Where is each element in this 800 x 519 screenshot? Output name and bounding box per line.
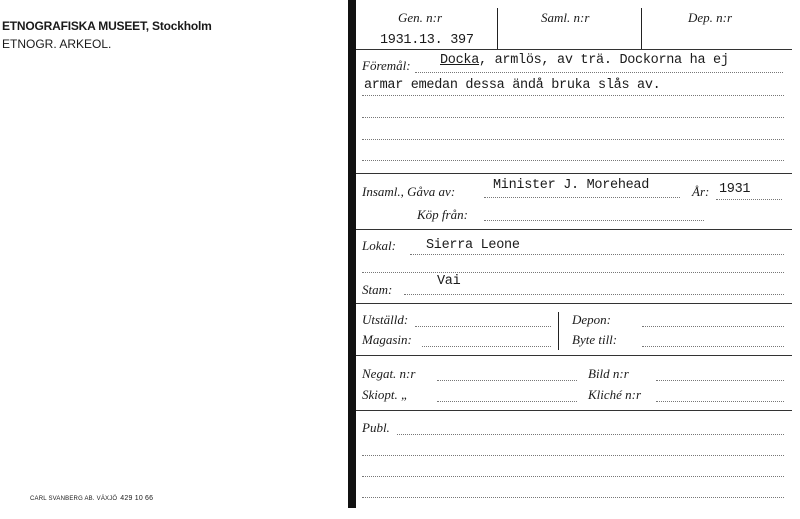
lokal-value: Sierra Leone [426,238,520,253]
gen-nr-label: Gen. n:r [398,10,443,25]
negat-nr-label: Negat. n:r [362,366,416,381]
insaml-label: Insaml., Gåva av: [362,184,456,199]
saml-nr-label: Saml. n:r [541,10,590,25]
publ-line-3 [362,476,784,477]
card-left-bar [348,0,356,508]
foremal-line-4 [362,139,784,140]
lokal-line-2 [362,272,784,273]
rule-header [356,49,792,50]
byte-till-line [642,346,784,347]
publ-line-1 [397,434,784,435]
museum-name: ETNOGRAFISKA MUSEET, Stockholm [2,19,212,33]
rule-negat [356,410,792,411]
foremal-line-5 [362,160,784,161]
divider-storage [558,312,559,350]
stam-label: Stam: [362,282,393,297]
printer-name: CARL SVANBERG AB. VÄXJÖ [30,496,118,502]
foremal-line-1 [415,72,783,73]
depon-line [642,326,784,327]
printer-imprint [30,495,153,502]
foremal-text-line1 [440,53,729,68]
foremal-line-3 [362,117,784,118]
publ-label: Publ. [362,420,390,435]
publ-line-4 [362,497,784,498]
rule-stam [356,303,792,304]
magasin-line [422,346,551,347]
foremal-line-2 [362,95,784,96]
byte-till-label: Byte till: [572,332,618,347]
magasin-label: Magasin: [362,332,412,347]
lokal-line [410,254,784,255]
printer-code: 429 10 66 [120,495,154,502]
depon-label: Depon: [572,312,611,327]
kliche-nr-line [656,401,784,402]
kop-fran-label: Köp från: [417,207,468,222]
foremal-text-line2: armar emedan dessa ändå bruka slås av. [364,78,661,93]
year-value: 1931 [719,182,751,197]
stam-line [404,294,784,295]
lokal-label: Lokal: [362,238,396,253]
foremal-description: , armlös, av trä. Dockorna ha ej [479,53,729,68]
bild-nr-line [656,380,784,381]
donor-value: Minister J. Morehead [493,178,650,193]
skiopt-line [437,401,577,402]
donor-line [484,197,680,198]
publ-line-2 [362,455,784,456]
rule-storage [356,355,792,356]
gen-nr-value: 1931.13. 397 [380,33,474,48]
dep-nr-label: Dep. n:r [688,10,733,25]
stam-value: Vai [437,274,461,289]
utstalld-line [415,326,551,327]
rule-insaml [356,229,792,230]
department-name: ETNOGR. ARKEOL. [2,37,112,51]
divider-gen-saml [497,8,498,49]
bild-nr-label: Bild n:r [588,366,629,381]
year-line [716,199,782,200]
negat-nr-line [437,380,577,381]
divider-saml-dep [641,8,642,49]
ar-label: År: [692,184,710,199]
kliche-nr-label: Kliché n:r [588,387,642,402]
kop-fran-line [484,220,704,221]
foremal-object-word: Docka [440,53,480,68]
rule-foremal [356,173,792,174]
skiopt-label: Skiopt. „ [362,387,409,402]
foremal-label: Föremål: [362,58,411,73]
utstalld-label: Utställd: [362,312,409,327]
